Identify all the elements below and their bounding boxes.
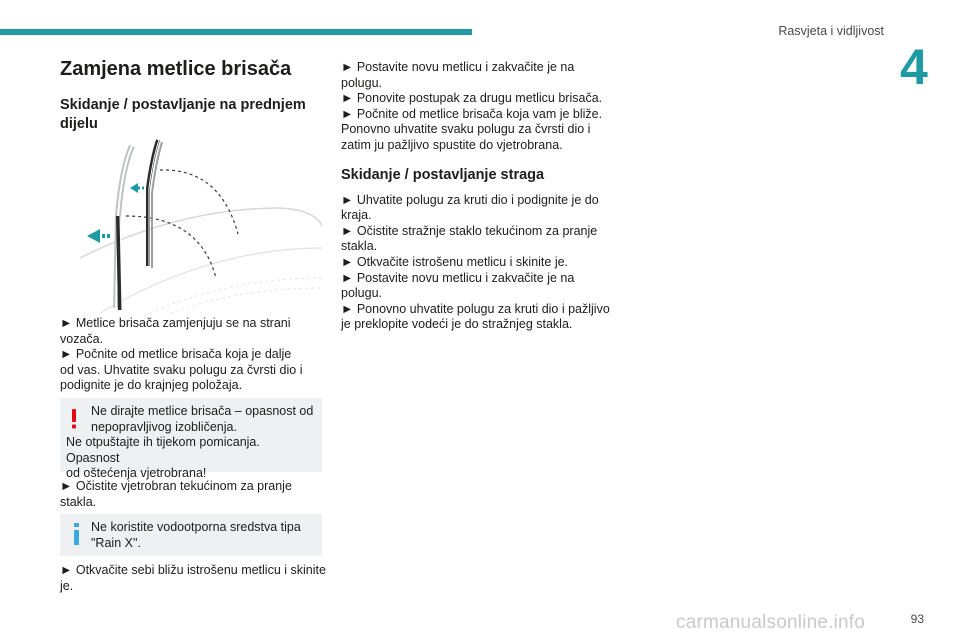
warning-callout [60, 398, 322, 481]
text-line: od oštećenja vjetrobrana! [66, 466, 207, 481]
text-line: ► Otkvačite sebi bližu istrošenu metlicu i skinite [60, 563, 326, 577]
text-line: polugu. [341, 286, 383, 301]
text-line: je preklopite vodeći je do stražnjeg stakla. [341, 317, 573, 332]
text-line: kraja. [341, 208, 372, 223]
section-title: Rasvjeta i vidljivost [778, 24, 884, 38]
front-step-remove [60, 563, 330, 594]
right-column [341, 60, 611, 333]
text-line: "Rain X". [91, 535, 141, 550]
text-line: stakla. [341, 239, 378, 254]
page-title: Zamjena metlice brisača [60, 58, 292, 80]
text-line: Ne koristite vodootporna sredstva tipa [91, 520, 301, 534]
text-line: zatim ju pažljivo spustite do vjetrobrana. [341, 137, 563, 152]
text-line: ► Očistite stražnje staklo tekućinom za pranje [341, 223, 598, 238]
rear-heading: Skidanje / postavljanje straga [341, 166, 545, 183]
text-line: ► Metlice brisača zamjenjuju se na strani [60, 316, 291, 330]
text-line: je. [60, 578, 74, 593]
info-icon [72, 523, 81, 545]
text-line: vozača. [60, 331, 104, 346]
text-line: Ne dirajte metlice brisača – opasnost od [91, 404, 314, 418]
text-line: ► Počnite od metlice brisača koja vam je bliže. [341, 106, 603, 121]
text-line: ► Otkvačite istrošenu metlicu i skinite je. [341, 254, 569, 269]
front-step-clean [60, 479, 325, 510]
text-line: ► Postavite novu metlicu i zakvačite je na [341, 270, 575, 285]
text-line: ► Ponovno uhvatite polugu za kruti dio i pažljivo [341, 301, 610, 316]
warning-exclamation-icon [71, 409, 77, 429]
text-line: ► Uhvatite polugu za kruti dio i podignite je do [341, 192, 599, 207]
text-line: ► Postavite novu metlicu i zakvačite je na [341, 60, 575, 74]
header-accent-bar [0, 29, 472, 35]
text-line: ► Ponovite postupak za drugu metlicu brisača. [341, 91, 603, 106]
wiper-illustration [60, 138, 322, 313]
front-heading-block [60, 96, 325, 134]
text-line: od vas. Uhvatite svaku polugu za čvrsti dio i [60, 362, 303, 377]
text-line: stakla. [60, 494, 97, 509]
text-line: polugu. [341, 75, 383, 90]
text-line: ► Očistite vjetrobran tekućinom za pranje [60, 479, 292, 493]
text-line: Ne otpuštajte ih tijekom pomicanja. Opasnost [66, 435, 260, 465]
text-line: nepopravljivog izobličenja. [91, 419, 237, 434]
front-heading: Skidanje / postavljanje na prednjem dijelu [60, 97, 306, 132]
info-callout [60, 514, 322, 556]
text-line: podignite je do krajnjeg položaja. [60, 378, 243, 393]
text-line: ► Počnite od metlice brisača koja je dalje [60, 347, 292, 362]
page-number: 93 [910, 612, 924, 626]
text-line: Ponovno uhvatite svaku polugu za čvrsti dio i [341, 122, 591, 137]
front-steps [60, 316, 325, 394]
watermark: carmanualsonline.info [676, 612, 866, 633]
chapter-number: 4 [900, 39, 928, 95]
